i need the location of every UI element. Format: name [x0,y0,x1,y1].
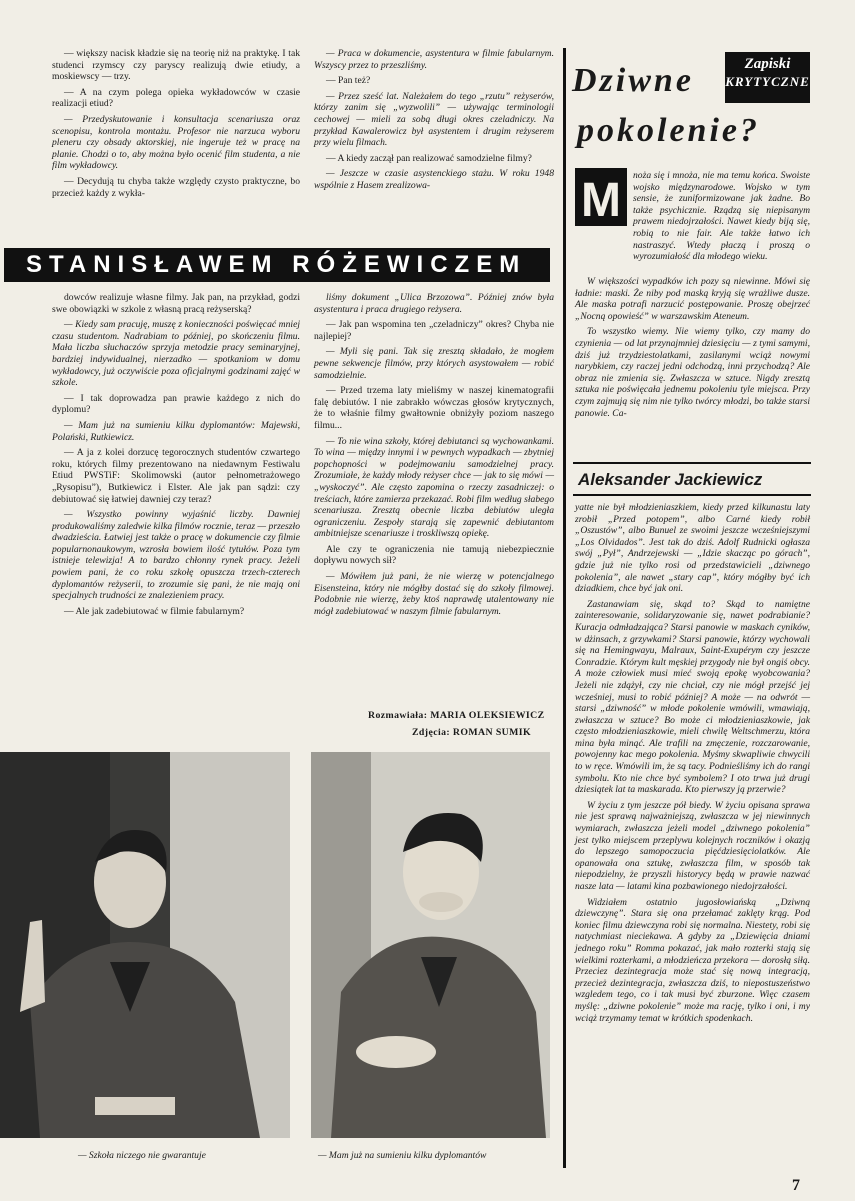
badge-line2: KRYTYCZNE [725,74,810,89]
paragraph: — Jeszcze w czasie asystenckiego stażu. W roku 1948 wspólnie z Hasem zrealizowa- [314,168,554,191]
drop-cap-image [575,168,627,226]
drop-cap [575,168,627,226]
author-rule-top [573,462,811,464]
paragraph: — większy nacisk kładzie się na teorię niż na praktykę. I tak studenci rzymscy czy paryscy realizują dwie etiudy, a moskiewscy — trzy. [52,48,300,83]
portrait-image-right [311,752,550,1138]
page-number: 7 [792,1177,800,1194]
article-title-line1: Dziwne [572,62,694,99]
paragraph: — Mam już na sumieniu kilku dyplomantów: Majewski, Polański, Rutkiewicz. [52,419,300,443]
paragraph: W życiu z tym jeszcze pół biedy. W życiu opisana sprawa nie jest sprawą najważniejszą, zwłaszcza w jej niewinnych wymiarach, zwłaszcza jeżeli model „dziwnego pokolenia” jest tylko miejscem przeplywu kolejnych roczników i okazją do lepszego samopoczucia pięćdziesięciolatków. Ale opanowała ona sztukę, zwłaszcza film, w sposób tak niepodzielny, że przyszli historycy będą w prawie nazwać nasze lata — latami kina pozbawionego niedojrzałości. [575,799,810,892]
interview-mid-left [52,292,300,740]
paragraph: — A na czym polega opieka wykładowców w czasie realizacji etiud? [52,86,300,110]
interview-banner: STANISŁAWEM RÓŻEWICZEM [4,248,550,282]
paragraph: — A ja z kolei dorzucę tegorocznych studentów czwartego roku, których filmy prezentowano na niedawnym Festiwalu Etiud PWSTiF: Skolimowski (autor pełnometrażowego „Rysopisu”), Butkiewicz i Elster. Ale jak pan sądzi: czy debiutować się łatwiej dawniej czy teraz? [52,447,300,505]
paragraph: — Mówiłem już pani, że nie wierzę w potencjalnego Eisensteina, który nie mógłby dostać się do szkoły filmowej. Podobnie nie wierzę, żeby ktoś naprawdę utalentowany nie mógł zadebiutować w naszym filmie fabularnym. [314,571,554,617]
paragraph: Zastanawiam się, skąd to? Skąd to namiętne zainteresowanie, solidaryzowanie się, nawet podrabianie? Kuracja odmładzająca? Starsi panowie w maskach cyników, w dżinsach, z grzywkami? Starsi panowie, którzy wychowali się na Hemingwayu, Malraux, Saint-Exupérym czy jeszcze Conradzie. Którym kult męskiej przygody nie był ongiś obcy. A może człowiek musi mieć swoją epokę wyobcowania? Jeżeli nie zdążył, czy nie chciał, czy nie mógł przejść jej wcześniej, musi to robić później? A może — na odwrót — starsi „dziwność” w młode pokolenie wmówili, wmawiają, zwłaszcza w sztuce? Bo może ci młodzieniaszkowie, jak często młodzieniaszkowie, mieli chwilę Weltschmerzu, która mina była minąć. Ale trafili na zmęczenie, rozczarowanie, powojenny kac mego pokolenia. Myśmy skwapliwie chwycili to w ręce. Wmówili im, że są tacy. Podnieśliśmy ich do rangi symbolu. Kto nie chce być symbolem? I oto trwa już drugi dziesiątek lat ta maskarada. Kto pierwszy ją przerwie? [575,598,810,796]
badge-line1: Zapiski [744,56,791,72]
interview-top-left [52,48,300,232]
paragraph: dowców realizuje własne filmy. Jak pan, na przykład, godzi swe obowiązki w szkole z własną pracą reżyserską? [52,292,300,315]
paragraph: — Przed trzema laty mieliśmy w naszej kinematografii falę debiutów. I nie zabrakło wówczas głosów krytycznych, że to właśnie filmy gwałtownie obniżyły poziom naszego filmu... [314,385,554,431]
paragraph: — Myli się pani. Tak się zresztą składało, że mogłem pewne sekwencje filmów, przy których asystowałem — robić samodzielnie. [314,346,554,381]
paragraph: — Praca w dokumencie, asystentura w filmie fabularnym. Wszyscy przez to przeszliśmy. [314,48,554,71]
column-lower [575,502,810,1164]
paragraph: To wszystko wiemy. Nie wiemy tylko, czy mamy do czynienia — od lat przynajmniej dziesięciu — z tymi samymi, dziś już trzydziestolatkami, zasilanymi wciąż nowymi narybkiem, czy raczej jedni odchodzą, inni przychodzą? Ale obraz nie zmienia się. Zwłaszcza w sztuce. Nigdy zresztą sztuka nie poświęcała jednemu pokoleniu tyle miejsca. Przy czym zajmują się nim nie tylko twórcy młodzi, bo także starsi panowie. Ca- [575,326,810,419]
interview-credit: Rozmawiała: MARIA OLEKSIEWICZ [368,710,545,721]
column-divider [563,48,566,1168]
photo-caption-left: — Szkoła niczego nie gwarantuje [78,1150,206,1161]
portrait-image-left [0,752,290,1138]
paragraph: — A kiedy zaczął pan realizować samodzielne filmy? [326,152,532,164]
author-rule-bottom [573,494,811,496]
lead-text: noża się i mnoża, nie ma temu końca. Swoiste wojsko międzynarodowe. Wojsko w tym sensie, że zuniformizowane jak żadne. Bo także psychicznie. Rządzą się niepisanym prawem niedojrzałości. Nawet kiedy biją się, robią to nie fair. Ale także łatwo ich nastraszyć. Wtedy płaczą i proszą o wyrozumiałość dla młodego wieku. [633,170,810,263]
paragraph: — I tak doprowadza pan prawie każdego z nich do dyplomu? [52,392,300,416]
photo-right [311,752,550,1138]
paragraph: — Jak pan wspomina ten „czeladniczy” okres? Chyba nie najlepiej? [314,319,554,342]
photo-credit: Zdjęcia: ROMAN SUMIK [412,727,532,738]
paragraph: — Przedyskutowanie i konsultacja scenariusza oraz scenopisu, kontrola montażu. Profesor nie narzuca wyboru pleneru czy obsady aktorskiej, nie ingeruje też w pracę na planie. Chodzi o to, aby można było ocenić film studenta, a nie film wykładowcy. [52,113,300,172]
paragraph: liśmy dokument „Ulica Brzozowa”. Później znów była asystentura i praca drugiego reżysera. [314,292,554,315]
paragraph: — To nie wina szkoły, której debiutanci są wychowankami. To wina — między innymi i w pewnych wypadkach — zbytniej popchopności w podejmowaniu samodzielnej pracy. Zrozumiałe, że każdy młody reżyser chce — jak to się mówi — „wyskoczyć”. Ale często zapomina o rzeczy zasadniczej: o treściach, które zamierza przekazać. Robi film według słabego scenariusza. Zresztą obecnie liczba debiutów uległa ograniczeniu. Zespoły starają się zapewnić debiutantom ambitniejsze scenariusze i troskliwszą opiekę. [314,435,554,540]
column-lead [633,170,810,263]
paragraph: — Decydują tu chyba także względy czysto praktyczne, bo przecież każdy z wykła- [52,175,300,199]
paragraph: — Pan też? [326,75,371,87]
article-author: Aleksander Jackiewicz [578,470,763,489]
paragraph: — Ale jak zadebiutować w filmie fabularnym? [64,605,245,617]
paragraph: — Wszystko powinny wyjaśnić liczby. Dawniej produkowaliśmy zaledwie kilka filmów rocznie, teraz — przeszło dwadzieścia. Łatwiej jest także o pracę w dokumencie czy filmie popularnonaukowym, wzrosła bowiem ilość tytułów. Poza tym istnieje telewizja! A to bardzo chłonny rynek pracy. Jeżeli powiem pani, że co roku szkołę opuszcza trzech-czterech dyplomantów reżyserii, to zrozumie się pani, że nie mają oni specjalnych trudności ze znalezieniem pracy. [52,509,300,602]
interview-top-mid [314,48,554,232]
section-badge [725,52,810,103]
paragraph: — Kiedy sam pracuję, muszę z konieczności poświęcać mniej czasu studentom. Nadrabiam to później, po skończeniu filmu. Mała liczba słuchaczów sprzyja metodzie pracy seminaryjnej, bardziej indywidualnej, nierzadko — spotkaniom w domu wykładowcy, już oczywiście poza oficjalnymi godzinami zajęć w szkole. [52,319,300,389]
column-upper [575,276,810,456]
paragraph: Ale czy te ograniczenia nie tamują niebezpiecznie dopływu nowych sił? [314,543,554,567]
paragraph: Widziałem ostatnio jugosłowiańską „Dziwną dziewczynę”. Stara się ona przełamać zaklęty krąg. Pod koniec filmu dziewczyna robi się normalna. Niestety, robi się natychmiast nieciekawa. A gdyby za „Dziewięcia dniami jednego roku” Romma pokazać, jak mało rozterki stają się wielkimi rozterkami, a młodzieńcza przekora — dorosłą siłą. Przeciez dezintegracja może stać się nową integracją, przecież dezintegracja, zwłaszcza dziś, to niepostuszeństwo wzgledem tego, co i tak musi być zburzone. Więc czasem myślę: „dziwne pokolenie” może ma rację, tylko i oni, i my wciąż trzymamy temat w krótkich spodenkach. [575,896,810,1024]
paragraph: yatte nie był młodzieniaszkiem, kiedy przed kilkunastu laty zrobił „Przed potopem”, albo Carné kiedy robił „Oszustów”, albo Bunuel ze swoimi jeszcze wcześniejszymi „Los Olvidados”. Jest tak do dziś. Adolf Rudnicki ogłasza swój „Pył”, Andrzejewski — „Idzie skacząc po górach”, gdzie już nie tylko rosi od przedstawicieli „dziwnego pokolenia”, ale nawet „stary cap”, który mógłby być ich dziadkiem, chce być jak oni. [575,502,810,595]
paragraph: W większości wypadków ich pozy są niewinne. Mówi się ładnie: maski. Że niby pod maską kryją się wrażliwe dusze. Ale maska potrafi narzucić postępowanie. Proszę obejrzeć „Nocną opowieść” w warszawskim Ateneum. [575,276,810,322]
interview-mid-mid [314,292,554,704]
drop-cap-letter: M [581,174,621,227]
paragraph: — Przez sześć lat. Należałem do tego „rzutu” reżyserów, którzy zanim się „wyzwolili” — używając terminologii cechowej — mieli za sobą długi okres czeladniczy. Na przykład Kawalerowicz był asystentem i drugim reżyserem przy wielu filmach. [314,90,554,149]
article-title-line2: pokolenie? [577,112,760,149]
photo-caption-right: — Mam już na sumieniu kilku dyplomantów [318,1150,487,1161]
photo-left [0,752,290,1138]
